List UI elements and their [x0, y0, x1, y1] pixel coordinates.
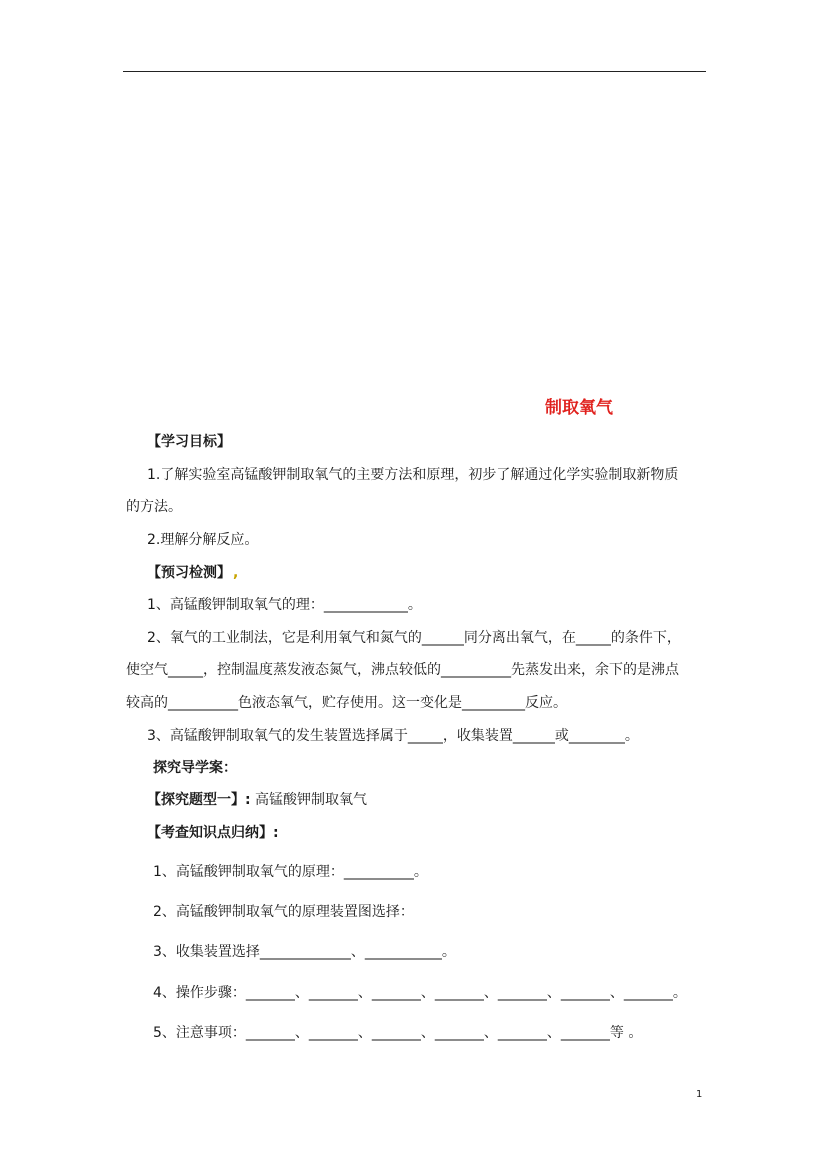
preview-item-2-line-1: 2、氧气的工业制法，它是利用氧气和氮气的______同分离出氧气，在_____的条件下，: [147, 630, 681, 646]
section-preview-check: [147, 564, 238, 582]
goal-1-line-2: 的方法。: [126, 499, 182, 515]
goal-1-line-1: 1.了解实验室高锰酸钾制取氧气的主要方法和原理，初步了解通过化学实验制取新物质: [147, 467, 679, 483]
section-knowledge-points: 【考查知识点归纳】:: [147, 825, 279, 841]
inquiry-type-1-text: 高锰酸钾制取氧气: [250, 792, 368, 808]
preview-item-2-line-2: 使空气_____，控制温度蒸发液态氮气，沸点较低的__________先蒸发出来，余下的是沸点: [126, 662, 679, 678]
knowledge-item-1: 1、高锰酸钾制取氧气的原理：__________。: [153, 864, 428, 880]
inquiry-type-1: [147, 791, 367, 809]
knowledge-item-3: 3、收集装置选择_____________、___________。: [153, 944, 456, 960]
preview-item-3: 3、高锰酸钾制取氧气的发生装置选择属于_____，收集装置______或________。: [147, 728, 639, 744]
preview-item-2-line-3: 较高的__________色液态氧气，贮存使用。这一变化是_________反应。: [126, 695, 567, 711]
knowledge-item-4: 4、操作步骤：_______、_______、_______、_______、_______、_______、_______。: [153, 985, 687, 1001]
page-title: 制取氧气: [545, 398, 613, 418]
goal-2: 2.理解分解反应。: [147, 532, 259, 548]
knowledge-item-2: 2、高锰酸钾制取氧气的原理装置图选择：: [153, 904, 414, 920]
section-guided-study: 探究导学案：: [153, 760, 237, 776]
preview-mark: ,: [233, 565, 239, 581]
section-learning-goals: 【学习目标】: [147, 434, 231, 450]
knowledge-item-5: 5、注意事项：_______、_______、_______、_______、_______、_______等 。: [153, 1025, 643, 1041]
preview-item-1: 1、高锰酸钾制取氧气的理：____________。: [147, 597, 422, 613]
inquiry-type-1-label: 【探究题型一】:: [147, 792, 251, 808]
header-rule: [123, 71, 706, 72]
section-preview-label: 【预习检测】: [147, 565, 231, 581]
page-number: 1: [696, 1089, 703, 1100]
